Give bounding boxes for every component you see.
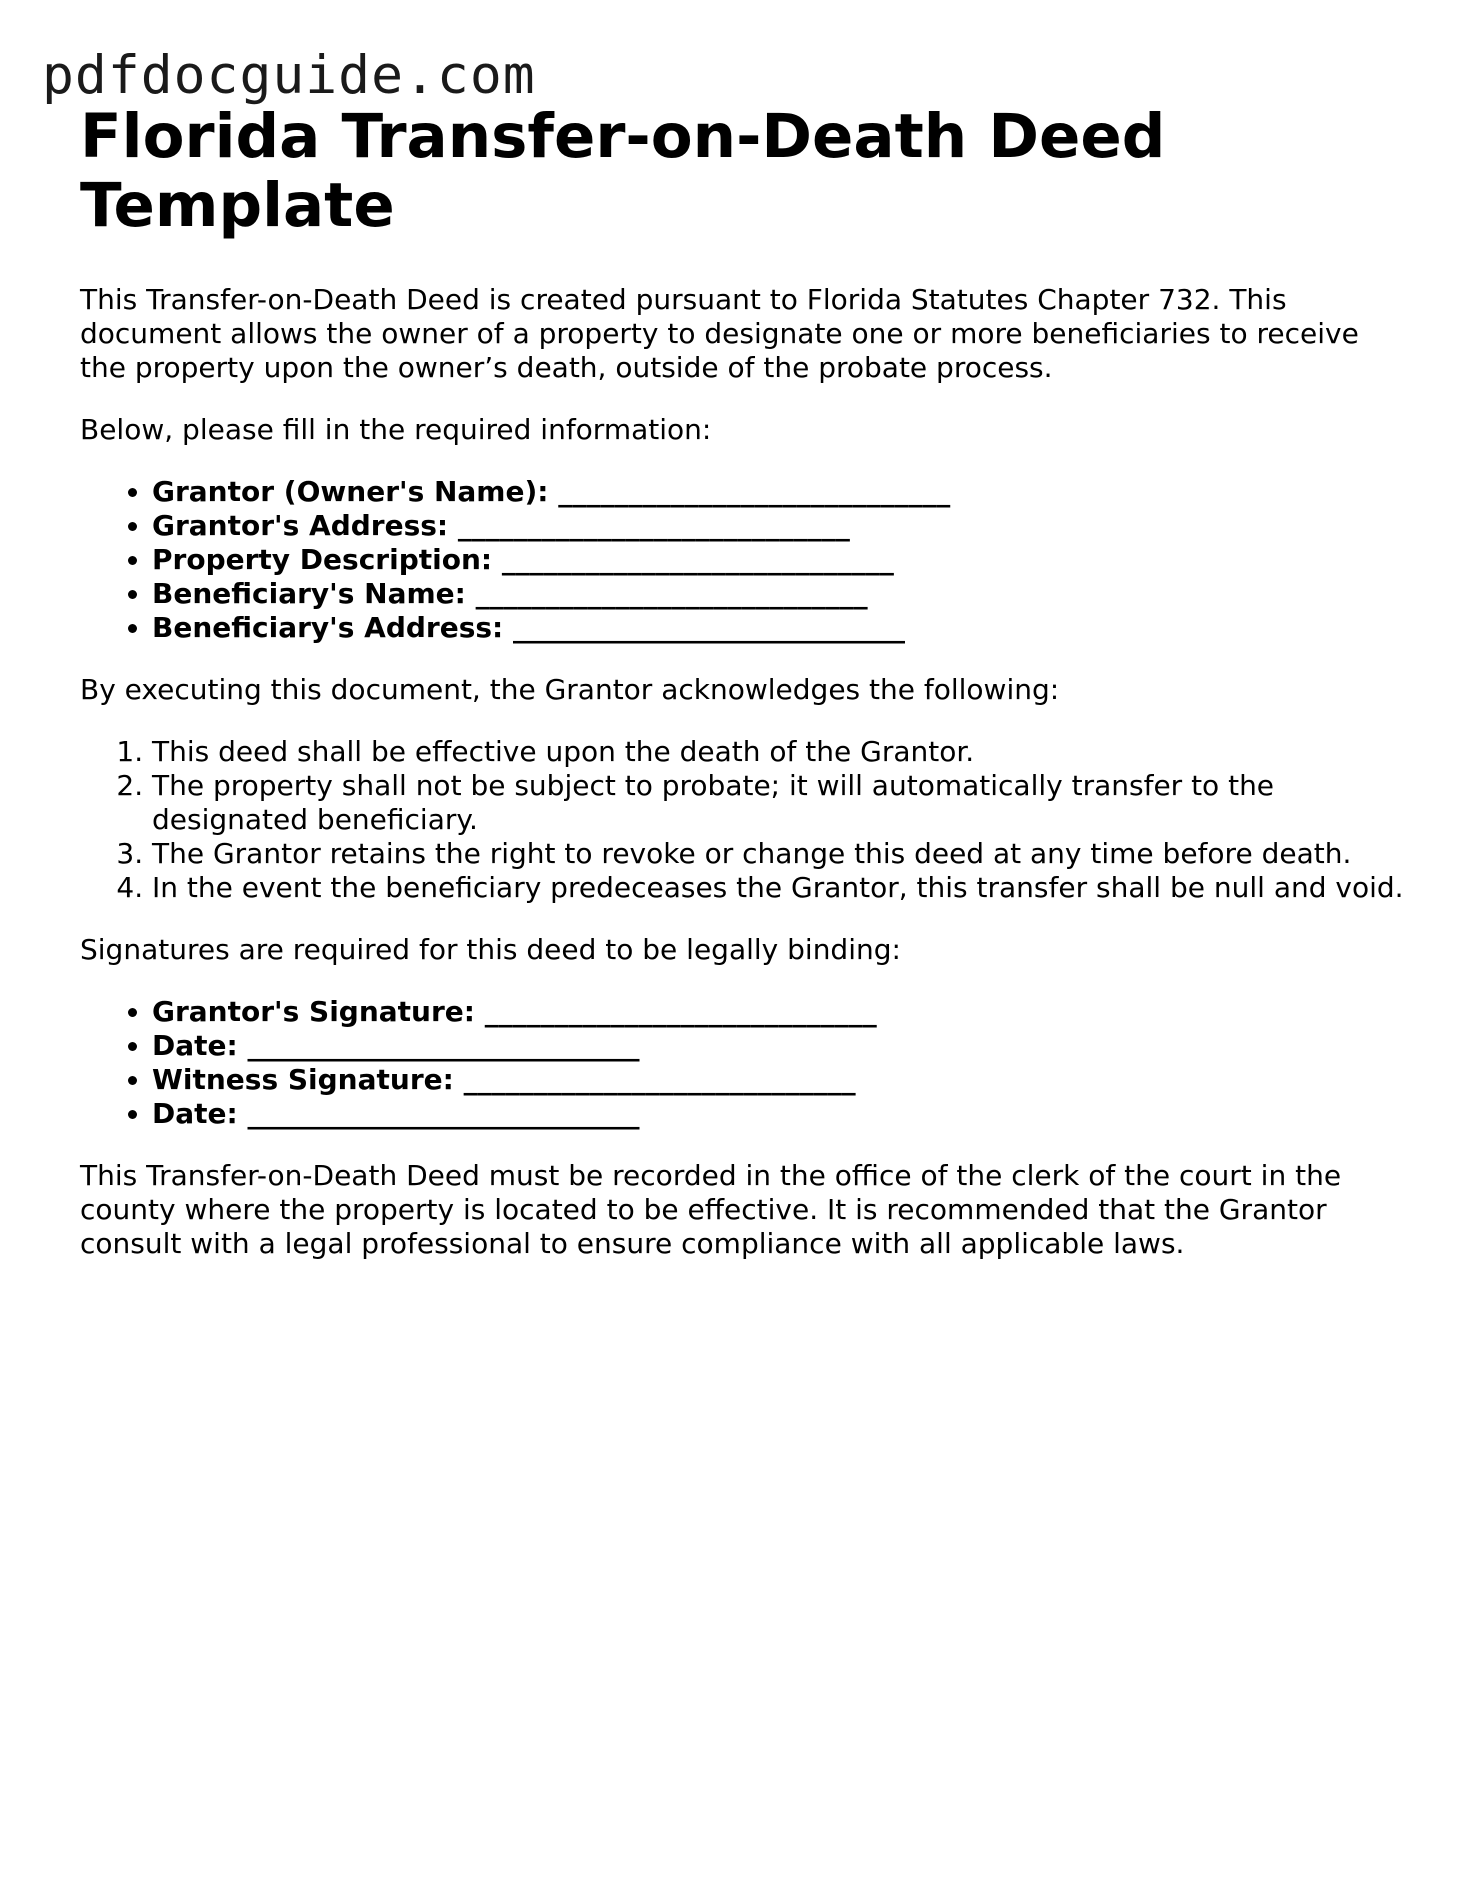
watermark: pdfdocguide.com — [42, 45, 536, 106]
signature-prompt: Signatures are required for this deed to be legally binding: — [80, 933, 901, 966]
fields-list — [80, 475, 1410, 645]
field-beneficiary-address: • Beneficiary's Address: ____________________________ — [152, 611, 1410, 645]
intro-paragraph: This Transfer-on-Death Deed is created pursuant to Florida Statutes Chapter 732. This document allows the owner of a property to designate one or more beneficiaries to receive the property upon the owner’s death, outside of the probate process. — [80, 283, 1359, 384]
field-witness-date: • Date: ____________________________ — [152, 1097, 1410, 1131]
field-beneficiary-name: • Beneficiary's Name: ____________________________ — [152, 577, 1410, 611]
acknowledgement-item: 4. In the event the beneficiary predeceases the Grantor, this transfer shall be null and void. — [152, 871, 1410, 905]
acknowledgement-item: 2. The property shall not be subject to probate; it will automatically transfer to the designated beneficiary. — [152, 769, 1410, 837]
field-grantor-name: • Grantor (Owner's Name): ____________________________ — [152, 475, 1410, 509]
closing-paragraph: This Transfer-on-Death Deed must be recorded in the office of the clerk of the court in the county where the property is located to be effective. It is recommended that the Grantor consult with a legal professional to ensure compliance with all applicable laws. — [80, 1159, 1342, 1260]
page-title: Florida Transfer-on-Death Deed Template — [80, 101, 1166, 241]
acknowledgement-item: 3. The Grantor retains the right to revoke or change this deed at any time before death. — [152, 837, 1410, 871]
acknowledge-prompt: By executing this document, the Grantor acknowledges the following: — [80, 673, 1060, 706]
field-grantor-date: • Date: ____________________________ — [152, 1029, 1410, 1063]
field-witness-signature: • Witness Signature: ____________________________ — [152, 1063, 1410, 1097]
document-body — [80, 102, 1410, 1261]
fill-prompt: Below, please fill in the required information: — [80, 413, 712, 446]
field-grantor-address: • Grantor's Address: ____________________________ — [152, 509, 1410, 543]
acknowledgement-item: 1. This deed shall be effective upon the death of the Grantor. — [152, 735, 1410, 769]
field-grantor-signature: • Grantor's Signature: ____________________________ — [152, 995, 1410, 1029]
signatures-list — [80, 995, 1410, 1131]
field-property-description: • Property Description: ____________________________ — [152, 543, 1410, 577]
acknowledgements-list — [80, 735, 1410, 905]
